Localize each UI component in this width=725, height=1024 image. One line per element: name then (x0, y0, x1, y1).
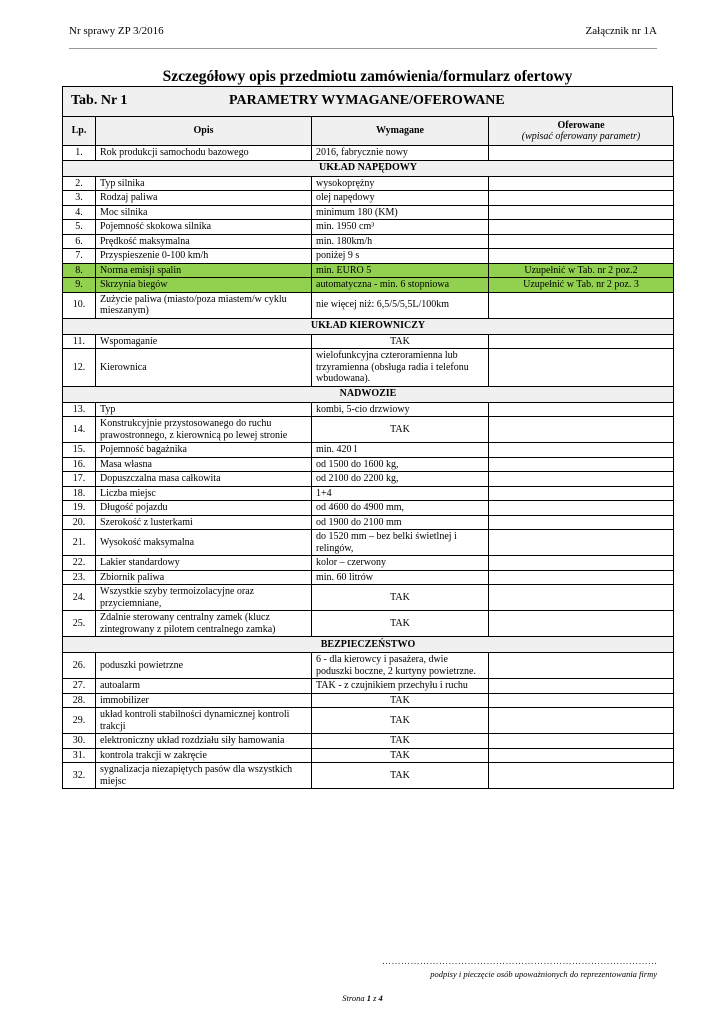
cell-wymagane: min. 420 l (312, 443, 489, 458)
cell-wymagane: min. 60 litrów (312, 570, 489, 585)
footer-sep: z (373, 993, 377, 1003)
column-header-lp: Lp. (63, 117, 96, 146)
cell-lp: 30. (63, 734, 96, 749)
section-title: NADWOZIE (63, 386, 674, 402)
cell-lp: 28. (63, 693, 96, 708)
cell-wymagane: do 1520 mm – bez belki świetlnej i relingów, (312, 530, 489, 556)
cell-lp: 29. (63, 708, 96, 734)
cell-opis: Konstrukcyjnie przystosowanego do ruchu prawostronnego, z kierownicą po lewej stronie (96, 417, 312, 443)
footer-prefix: Strona (342, 993, 365, 1003)
cell-opis: Przyspieszenie 0-100 km/h (96, 249, 312, 264)
cell-opis: Norma emisji spalin (96, 263, 312, 278)
table-row (63, 457, 674, 472)
section-row (63, 637, 674, 653)
cell-oferowane[interactable] (489, 570, 674, 585)
cell-opis: Wszystkie szyby termoizolacyjne oraz przyciemniane, (96, 585, 312, 611)
oferowane-label: Oferowane (557, 119, 605, 131)
table-row (63, 585, 674, 611)
cell-wymagane: kolor – czerwony (312, 556, 489, 571)
cell-oferowane[interactable] (489, 191, 674, 206)
table-title: PARAMETRY WYMAGANE/OFEROWANE (229, 93, 505, 108)
cell-lp: 31. (63, 748, 96, 763)
table-row (63, 653, 674, 679)
table-row (63, 220, 674, 235)
cell-lp: 10. (63, 292, 96, 318)
cell-opis: Kierownica (96, 349, 312, 387)
cell-oferowane[interactable]: Uzupełnić w Tab. nr 2 poz. 3 (489, 278, 674, 293)
table-row (63, 530, 674, 556)
table-row (63, 679, 674, 694)
cell-lp: 7. (63, 249, 96, 264)
cell-oferowane[interactable] (489, 417, 674, 443)
case-number: Nr sprawy ZP 3/2016 (69, 25, 164, 37)
table-row (63, 334, 674, 349)
cell-opis: Masa własna (96, 457, 312, 472)
table-row (63, 292, 674, 318)
table-row (63, 611, 674, 637)
page-footer (0, 993, 725, 1003)
cell-wymagane: wysokoprężny (312, 176, 489, 191)
cell-wymagane: TAK (312, 611, 489, 637)
cell-lp: 32. (63, 763, 96, 789)
header-divider (69, 48, 657, 49)
cell-oferowane[interactable] (489, 443, 674, 458)
cell-wymagane: nie więcej niż: 6,5/5/5,5L/100km (312, 292, 489, 318)
document-title: Szczegółowy opis przedmiotu zamówienia/formularz ofertowy (162, 68, 573, 85)
cell-oferowane[interactable] (489, 472, 674, 487)
table-row (63, 349, 674, 387)
table-row (63, 472, 674, 487)
attachment-number: Załącznik nr 1A (585, 25, 657, 37)
table-row (63, 443, 674, 458)
cell-wymagane: TAK (312, 763, 489, 789)
cell-oferowane[interactable] (489, 556, 674, 571)
footer-total: 4 (378, 993, 383, 1003)
parameters-table (62, 116, 674, 789)
cell-lp: 11. (63, 334, 96, 349)
cell-lp: 16. (63, 457, 96, 472)
cell-opis: Szerokość z lusterkami (96, 515, 312, 530)
cell-lp: 2. (63, 176, 96, 191)
cell-lp: 1. (63, 146, 96, 161)
cell-wymagane: TAK - z czujnikiem przechyłu i ruchu (312, 679, 489, 694)
cell-oferowane[interactable] (489, 234, 674, 249)
table-row (63, 417, 674, 443)
cell-lp: 8. (63, 263, 96, 278)
cell-opis: Skrzynia biegów (96, 278, 312, 293)
cell-wymagane: 6 - dla kierowcy i pasażera, dwie poduszki boczne, 2 kurtyny powietrzne. (312, 653, 489, 679)
cell-opis: sygnalizacja niezapiętych pasów dla wszystkich miejsc (96, 763, 312, 789)
table-row (63, 693, 674, 708)
cell-opis: kontrola trakcji w zakręcie (96, 748, 312, 763)
cell-wymagane: automatyczna - min. 6 stopniowa (312, 278, 489, 293)
cell-wymagane: 1+4 (312, 486, 489, 501)
cell-oferowane[interactable] (489, 334, 674, 349)
cell-oferowane[interactable] (489, 653, 674, 679)
cell-oferowane[interactable] (489, 249, 674, 264)
cell-wymagane: TAK (312, 417, 489, 443)
cell-opis: poduszki powietrzne (96, 653, 312, 679)
cell-oferowane[interactable] (489, 734, 674, 749)
table-row (63, 263, 674, 278)
cell-lp: 12. (63, 349, 96, 387)
cell-lp: 24. (63, 585, 96, 611)
cell-lp: 6. (63, 234, 96, 249)
cell-lp: 4. (63, 205, 96, 220)
cell-oferowane[interactable] (489, 708, 674, 734)
cell-opis: immobilizer (96, 693, 312, 708)
cell-oferowane[interactable] (489, 611, 674, 637)
cell-opis: Typ (96, 402, 312, 417)
cell-oferowane[interactable] (489, 501, 674, 516)
cell-wymagane: kombi, 5-cio drzwiowy (312, 402, 489, 417)
cell-wymagane: od 4600 do 4900 mm, (312, 501, 489, 516)
cell-lp: 21. (63, 530, 96, 556)
table-row (63, 146, 674, 161)
cell-wymagane: TAK (312, 748, 489, 763)
cell-lp: 5. (63, 220, 96, 235)
cell-oferowane[interactable] (489, 763, 674, 789)
cell-opis: Rodzaj paliwa (96, 191, 312, 206)
cell-oferowane[interactable] (489, 176, 674, 191)
cell-wymagane: TAK (312, 585, 489, 611)
cell-wymagane: min. 1950 cm³ (312, 220, 489, 235)
cell-opis: elektroniczny układ rozdziału siły hamowania (96, 734, 312, 749)
table-row (63, 556, 674, 571)
cell-wymagane: 2016, fabrycznie nowy (312, 146, 489, 161)
cell-oferowane[interactable] (489, 530, 674, 556)
table-row (63, 234, 674, 249)
signature-line: …………………………………………………………………………… (382, 956, 657, 966)
cell-wymagane: poniżej 9 s (312, 249, 489, 264)
cell-lp: 26. (63, 653, 96, 679)
table-row (63, 748, 674, 763)
cell-opis: Wspomaganie (96, 334, 312, 349)
cell-wymagane: minimum 180 (KM) (312, 205, 489, 220)
cell-wymagane: TAK (312, 693, 489, 708)
table-number: Tab. Nr 1 (71, 93, 128, 108)
cell-lp: 17. (63, 472, 96, 487)
cell-opis: Wysokość maksymalna (96, 530, 312, 556)
cell-lp: 18. (63, 486, 96, 501)
section-row (63, 160, 674, 176)
cell-opis: Pojemność skokowa silnika (96, 220, 312, 235)
cell-lp: 25. (63, 611, 96, 637)
cell-lp: 13. (63, 402, 96, 417)
cell-oferowane[interactable] (489, 693, 674, 708)
table-header-row (63, 117, 674, 146)
table-row (63, 205, 674, 220)
table-caption (62, 86, 673, 116)
cell-opis: Typ silnika (96, 176, 312, 191)
column-header-oferowane (489, 117, 674, 146)
cell-lp: 9. (63, 278, 96, 293)
cell-lp: 20. (63, 515, 96, 530)
cell-wymagane: od 2100 do 2200 kg, (312, 472, 489, 487)
cell-opis: Zużycie paliwa (miasto/poza miastem/w cyklu mieszanym) (96, 292, 312, 318)
section-row (63, 386, 674, 402)
cell-lp: 19. (63, 501, 96, 516)
cell-lp: 15. (63, 443, 96, 458)
cell-oferowane[interactable] (489, 457, 674, 472)
oferowane-note: (wpisać oferowany parametr) (521, 131, 641, 142)
section-title: UKŁAD NAPĘDOWY (63, 160, 674, 176)
cell-opis: Dopuszczalna masa całkowita (96, 472, 312, 487)
cell-oferowane[interactable] (489, 679, 674, 694)
cell-wymagane: TAK (312, 734, 489, 749)
cell-oferowane[interactable] (489, 748, 674, 763)
cell-wymagane: od 1500 do 1600 kg, (312, 457, 489, 472)
cell-opis: Prędkość maksymalna (96, 234, 312, 249)
cell-lp: 14. (63, 417, 96, 443)
cell-oferowane[interactable] (489, 220, 674, 235)
table-row (63, 486, 674, 501)
cell-wymagane: TAK (312, 708, 489, 734)
table-row (63, 570, 674, 585)
footer-page: 1 (366, 993, 371, 1003)
table-row (63, 402, 674, 417)
cell-opis: Rok produkcji samochodu bazowego (96, 146, 312, 161)
cell-opis: Moc silnika (96, 205, 312, 220)
cell-lp: 23. (63, 570, 96, 585)
cell-wymagane: wielofunkcyjna czteroramienna lub trzyramienna (obsługa radia i telefonu wbudowana). (312, 349, 489, 387)
table-row (63, 501, 674, 516)
cell-wymagane: olej napędowy (312, 191, 489, 206)
cell-oferowane[interactable] (489, 292, 674, 318)
table-row (63, 191, 674, 206)
cell-opis: Długość pojazdu (96, 501, 312, 516)
cell-oferowane[interactable] (489, 205, 674, 220)
cell-wymagane: od 1900 do 2100 mm (312, 515, 489, 530)
section-row (63, 318, 674, 334)
cell-opis: Zdalnie sterowany centralny zamek (klucz zintegrowany z pilotem centralnego zamka) (96, 611, 312, 637)
cell-opis: autoalarm (96, 679, 312, 694)
table-row (63, 176, 674, 191)
cell-oferowane[interactable] (489, 349, 674, 387)
section-title: BEZPIECZEŃSTWO (63, 637, 674, 653)
cell-opis: Lakier standardowy (96, 556, 312, 571)
cell-oferowane[interactable] (489, 515, 674, 530)
cell-oferowane[interactable] (489, 146, 674, 161)
cell-wymagane: min. 180km/h (312, 234, 489, 249)
cell-lp: 27. (63, 679, 96, 694)
table-row (63, 249, 674, 264)
cell-opis: Zbiornik paliwa (96, 570, 312, 585)
cell-opis: Liczba miejsc (96, 486, 312, 501)
cell-lp: 22. (63, 556, 96, 571)
column-header-wymagane: Wymagane (312, 117, 489, 146)
cell-oferowane[interactable] (489, 585, 674, 611)
cell-wymagane: min. EURO 5 (312, 263, 489, 278)
cell-oferowane[interactable] (489, 402, 674, 417)
cell-opis: Pojemność bagażnika (96, 443, 312, 458)
table-row (63, 734, 674, 749)
table-row (63, 515, 674, 530)
section-title: UKŁAD KIEROWNICZY (63, 318, 674, 334)
cell-oferowane[interactable]: Uzupełnić w Tab. nr 2 poz.2 (489, 263, 674, 278)
cell-wymagane: TAK (312, 334, 489, 349)
cell-opis: układ kontroli stabilności dynamicznej kontroli trakcji (96, 708, 312, 734)
table-row (63, 278, 674, 293)
table-row (63, 763, 674, 789)
cell-lp: 3. (63, 191, 96, 206)
cell-oferowane[interactable] (489, 486, 674, 501)
signature-caption: podpisy i pieczęcie osób upoważnionych do reprezentowania firmy (430, 969, 657, 979)
table-row (63, 708, 674, 734)
column-header-opis: Opis (96, 117, 312, 146)
